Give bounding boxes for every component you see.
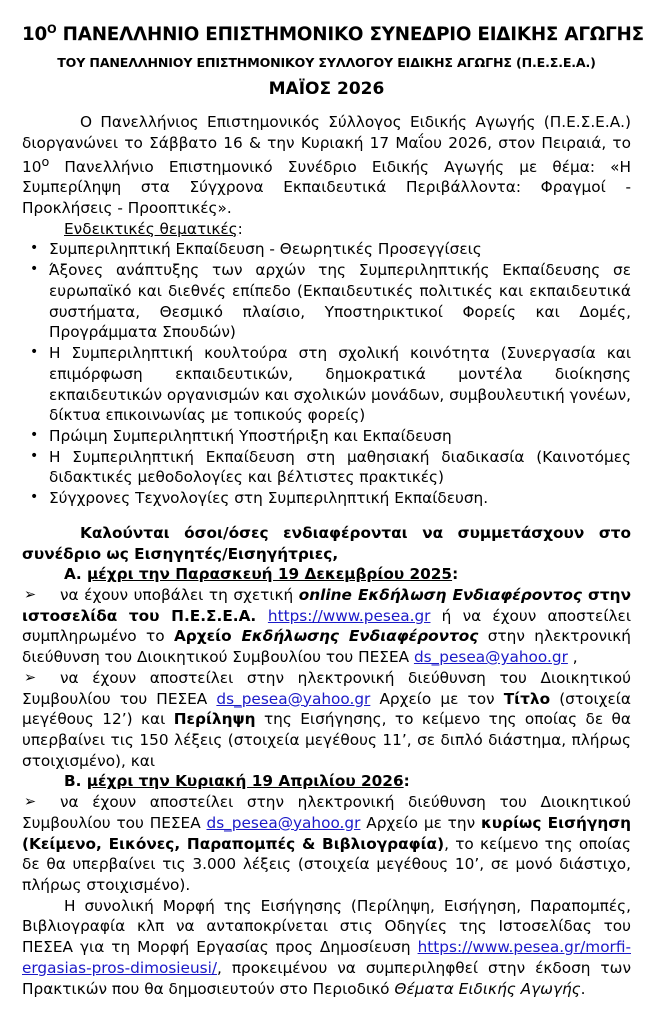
section-a-colon: : [452,565,459,584]
submission-guidelines-link[interactable]: https://www.pesea.gr/morfi-ergasias-pros-dimosieusi/ [22,938,631,977]
bullet-icon: • [30,240,39,257]
intro-paragraph [22,112,631,219]
section-b-label: Β. [64,772,87,791]
section-b-heading [22,771,631,792]
call-for-papers-paragraph [22,523,631,564]
title-text: ΠΑΝΕΛΛΗΝΙΟ ΕΠΙΣΤΗΜΟΝΙΚΟ ΣΥΝΕΔΡΙΟ ΕΙΔΙΚΗΣ ΑΓΩΓΗΣ [56,24,644,45]
title-ordinal-superscript: Ο [47,21,57,36]
section-a-requirement-1 [22,585,631,668]
section-a-label: Α. [64,565,87,584]
list-item-label: Η Συμπεριληπτική Εκπαίδευση στη μαθησιακή διαδικασία (Καινοτόμες διδακτικές μεθοδολογίες και βέλτιστες πρακτικές) [49,447,631,487]
closing-paragraph [22,896,631,1000]
section-b-requirement-1 [22,792,631,896]
section-a-deadline: μέχρι την Παρασκευή 19 Δεκεμβρίου 2025 [86,565,453,584]
topics-heading-label: Ενδεικτικές θεματικές [64,219,238,238]
req-text: ή να έχουν αποστείλει συμπληρωμένο το [22,606,631,646]
req-emphasis-interest-form: Εκδήλωσης Ενδιαφέροντος [241,627,479,646]
topics-heading [22,219,631,240]
req-text: να έχουν αποστείλει στην ηλεκτρονική διεύθυνση του Διοικητικού Συμβουλίου του ΠΕΣΕΑ [22,793,631,832]
page-subtitle: ΤΟΥ ΠΑΝΕΛΛΗΝΙΟΥ ΕΠΙΣΤΗΜΟΝΙΚΟΥ ΣΥΛΛΟΓΟΥ ΕΙΔΙΚΗΣ ΑΓΩΓΗΣ (Π.Ε.Σ.Ε.Α.) [57,54,596,70]
arrow-icon: ➢ [24,669,37,686]
bullet-icon: • [30,344,39,361]
pesea-email-link[interactable]: ds_pesea@yahoo.gr [413,648,568,667]
list-item-label: Άξονες ανάπτυξης των αρχών της Συμπεριληπτικής Εκπαίδευσης σε ευρωπαϊκό και διεθνές επίπεδο (Εκπαιδευτικές πολιτικές και εκπαιδευτικά συστήματα, Θεσμικό πλαίσιο, Υποστηρικτικοί Φορείς και Δομές, Προγράμματα Σπουδών) [49,261,631,342]
event-date-heading: ΜΑΪΟΣ 2026 [268,78,385,99]
list-item [22,488,631,509]
list-item [22,239,631,260]
req-text: , [567,648,578,667]
pesea-website-link[interactable]: https://www.pesea.gr [267,606,431,625]
topics-list [22,239,631,508]
req-text: να έχουν υποβάλει τη σχετική [60,585,299,604]
page-title [22,21,644,46]
req-emphasis-abstract: Περίληψη [173,710,256,729]
arrow-icon: ➢ [24,794,37,811]
section-a-heading [22,564,631,585]
req-text: Αρχείο με την [360,813,481,832]
list-item-label: Η Συμπεριληπτική κουλτούρα στη σχολική κοινότητα (Συνεργασία και επιμόρφωση εκπαιδευτικών, δημοκρατικά μοντέλα διοίκησης εκπαιδευτικών οργανισμών και σχολικών μονάδων, συμβουλευτική γονέων, δίκτυα επικοινωνίας με τοπικούς φορείς) [49,344,631,425]
list-item [22,426,631,447]
intro-text-part2: Πανελλήνιο Επιστημονικό Συνέδριο Ειδικής Αγωγής με θέμα: «Η Συμπερίληψη στα Σύγχρονα Εκπαιδευτικά Περιβάλλοντα: Φραγμοί - Προκλήσεις - Προοπτικές». [22,157,631,218]
call-for-papers-text: Καλούνται όσοι/όσες ενδιαφέρονται να συμμετάσχουν στο συνέδριο ως Εισηγητές/Εισηγήτριες, [22,523,631,563]
pesea-email-link[interactable]: ds_pesea@yahoo.gr [216,689,371,708]
req-text: (στοιχεία μεγέθους 12’) και [22,689,631,729]
req-text: , το κείμενο της οποίας δε θα υπερβαίνει τις 3.000 λέξεις (στοιχεία μεγέθους 10’, σε μονό διάστιχο, πλήρως στοιχισμένο). [22,834,631,895]
req-emphasis-title: Τίτλο [503,689,551,708]
req-emphasis-website: στην ιστοσελίδα του Π.Ε.Σ.Ε.Α. [22,585,631,625]
bullet-icon: • [30,426,39,443]
intro-ordinal-superscript: ο [41,154,50,170]
section-a-requirement-2 [22,668,631,772]
closing-text-part2: , προκειμένου να συμπεριληφθεί στην έκδοση των Πρακτικών που θα δημοσιευτούν στο Περιοδικό [22,958,631,998]
journal-name: Θέματα Ειδικής Αγωγής [394,979,581,998]
req-text: της Εισήγησης, το κείμενο της οποίας δε θα υπερβαίνει τις 150 λέξεις (στοιχεία μεγέθους 11’, σε διπλό διάστημα, πλήρως στοιχισμένο), και [22,710,631,770]
req-emphasis-online-interest: online Εκδήλωση Ενδιαφέροντος [298,585,588,604]
req-text: στην ηλεκτρονική διεύθυνση του Διοικητικού Συμβουλίου του ΠΕΣΕΑ [22,627,631,667]
req-text: Αρχείο με τον [370,689,504,708]
list-item [22,343,631,426]
closing-text-part3: . [580,979,586,998]
req-emphasis-file: Αρχείο [173,627,242,646]
section-b-deadline: μέχρι την Κυριακή 19 Απριλίου 2026 [86,772,404,791]
list-item-label: Σύγχρονες Τεχνολογίες στη Συμπεριληπτική Εκπαίδευση. [49,489,489,508]
bullet-icon: • [30,447,39,464]
list-item-label: Πρώιμη Συμπεριληπτική Υποστήριξη και Εκπαίδευση [49,426,452,445]
bullet-icon: • [30,261,39,278]
bullet-icon: • [30,489,39,506]
intro-text-part1: Ο Πανελλήνιος Επιστημονικός Σύλλογος Ειδικής Αγωγής (Π.Ε.Σ.Ε.Α.) διοργανώνει το Σάββατο 16 & την Κυριακή 17 Μαΐου 2026, στον Πειραιά, το 10 [22,113,631,176]
list-item [22,260,631,343]
req-text: να έχουν αποστείλει στην ηλεκτρονική διεύθυνση του Διοικητικού Συμβουλίου του ΠΕΣΕΑ [22,668,631,708]
list-item-label: Συμπεριληπτική Εκπαίδευση - Θεωρητικές Προσεγγίσεις [49,240,482,259]
arrow-icon: ➢ [24,586,37,603]
title-number: 10 [22,24,48,45]
pesea-email-link[interactable]: ds_pesea@yahoo.gr [206,813,361,832]
req-emphasis-main-paper: κυρίως Εισήγηση (Κείμενο, Εικόνες, Παραπομπές & Βιβλιογραφία) [22,813,632,853]
section-b-colon: : [403,772,410,791]
spacer [22,509,631,523]
list-item [22,447,631,488]
topics-heading-colon: : [237,219,243,238]
closing-text-part1: Η συνολική Μορφή της Εισήγησης (Περίληψη, Εισήγηση, Παραπομπές, Βιβλιογραφία κλπ να ανταποκρίνεται στις Οδηγίες της Ιστοσελίδας του ΠΕΣΕΑ για τη Μορφή Εργασίας προς Δημοσίευση [22,896,631,957]
